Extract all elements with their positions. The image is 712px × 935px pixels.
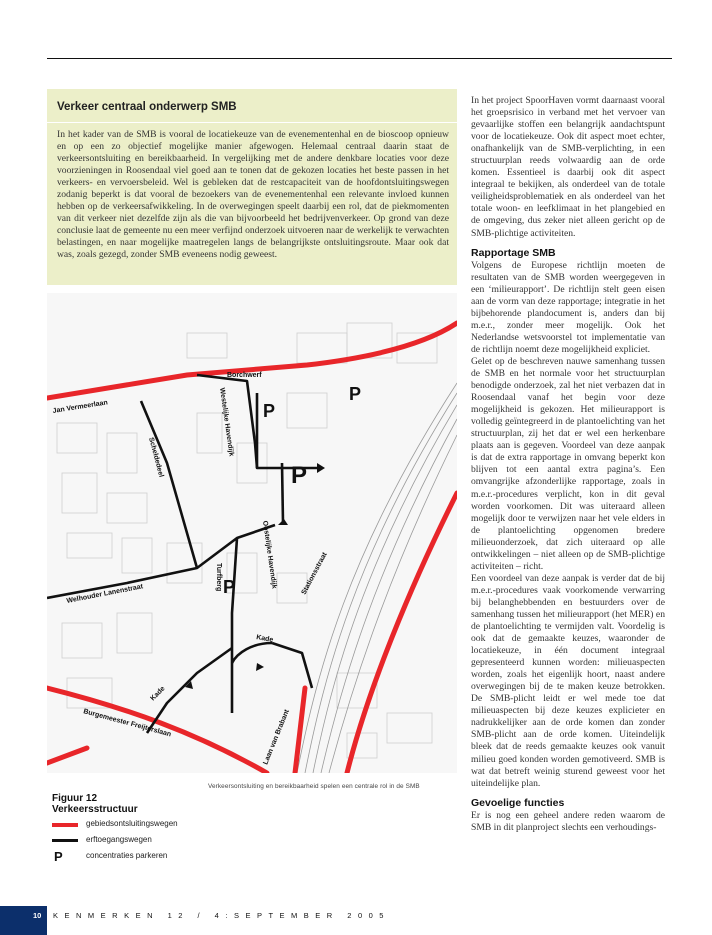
legend-label: erftoegangswegen: [86, 835, 152, 844]
legend-label: gebiedsontsluitingswegen: [86, 819, 178, 828]
legend-swatch-red: [52, 823, 78, 827]
parking-marker: P: [349, 384, 362, 404]
map-caption: Verkeersontsluiting en bereikbaarheid spelen een centrale rol in de SMB: [208, 783, 420, 790]
footer-publication: KENMERKEN 12 / 4:SEPTEMBER 2005: [53, 911, 390, 920]
paragraph: Gelet op de beschreven nauwe samenhang tussen de SMB en het normale voor het structuurplan benodigde onderzoek, zal het niet verbazen dat in Roosendaal vanaf het begin voor deze mogelijkheid is gekozen. Het milieurapport is volledig geïntegreerd in de plantoelichting van het structuurplan, zij het dat er wel een herkenbare plaats aan is gegeven. Voordeel van deze aanpak is dat de extra rapportage in omvang beperkt kon blijven tot een aantal extra pagina’s. Een omvangrijke afzonderlijke rapportage, zoals in m.e.r.-procedures verplicht, kon in dit geval worden voorkomen. Dit was uiteraard alleen mogelijk door te verwijzen naar het vele elders in de plantoelichting opgenomen bredere milieuonderzoek, dat zich uiteraard op alle ontwikkelingen – niet alleen op de SMB-plichtige activiteiten – richt.: [471, 355, 665, 572]
paragraph: Een voordeel van deze aanpak is verder dat de bij m.e.r.-procedures vaak voorkomende verwarring bij belanghebbenden en bestuurders over de samenhang tussen het milieurapport (het MER) en de plantoelichting te vermijden valt. Voordelig is ook dat de gemaakte keuzes, waaronder de locatiekeuze, in één document integraal gepresenteerd kunnen worden: milieuaspecten worden, zoals het eigenlijk hoort, naast andere overwegingen bij de te maken keuze betrokken. De SMB-plicht leidt er wel mede toe dat milieuaspecten bij deze keuzes explicieter en nadrukkelijker aan de orde komen dan zonder SMB-plicht aan de orde komen. Uiteindelijk bleek dat de reeds gemaakte keuzes ook vanuit milieu goed konden worden gemotiveerd. SMB is wat dat betreft weinig sturend geweest voor het uiteindelijke plan.: [471, 572, 665, 789]
legend-parking-symbol: P: [54, 849, 63, 864]
parking-marker: P: [291, 462, 308, 489]
label-kade-1: Kade: [255, 634, 274, 644]
heading-gevoelige: Gevoelige functies: [471, 796, 565, 809]
label-welhouder: Welhouder Lanenstraat: [66, 583, 144, 605]
parking-marker: P: [263, 401, 276, 421]
map-svg: [47, 293, 457, 773]
parking-marker: P: [223, 577, 236, 597]
sidebar-box: [47, 89, 457, 285]
label-jan-vermeer: Jan Vermeerlaan: [52, 399, 109, 415]
label-borchwerf: Borchwerf: [227, 372, 262, 379]
legend-item: [52, 833, 152, 847]
label-turfberg: Turfberg: [215, 563, 222, 592]
label-westelijke: Westelijke Havendijk: [218, 387, 235, 457]
paragraph: Volgens de Europese richtlijn moeten de resultaten van de SMB worden weergegeven in een ‘milieurapport’. De richtlijn stelt geen eisen aan de vorm van deze rapportage; integratie in het bijbehorende plandocument is, anders dan bij m.e.r., zonder meer mogelijk. Ook het Nederlandse wetsvoorstel tot implementatie van de richtlijn noemt deze mogelijkheid expliciet.: [471, 259, 665, 355]
legend-label: concentraties parkeren: [86, 851, 168, 860]
map-figure: [47, 293, 457, 773]
box-text: In het kader van de SMB is vooral de locatiekeuze van de evenementenhal en de bioscoop opnieuw en op een zo objectief mogelijke manier afgewogen. Helemaal centraal daarin staat de verkeersontsluiting en bereikbaarheid. In vergelijking met de andere denkbare locaties voor deze voorzieningen in Roosendaal viel goed aan te tonen dat de gekozen locaties het beste passen in het verkeers- en vervoersbeleid. Wel is gebleken dat de restcapaciteit van de hoofdontsluitingswegen zodanig beperkt is dat vooral de bezoekers van de evenementenhal een relevante invloed kunnen hebben op de verkeersafwikkeling. In de overwegingen speelt daarbij een rol, dat de piekmomenten van dit verkeer niet dezelfde zijn als die van bijvoorbeeld het bedrijvenverkeer. Op grond van deze conclusie laat de gemeente nu een meer verfijnd onderzoek uitvoeren naar de werkelijk te verwachten belastingen, en naar mogelijke maatregelen langs de belangrijkste ontsluitingsroute. Maar ook dat was, zoals gezegd, zonder SMB eveneens nodig geweest.: [57, 129, 449, 261]
label-burgemeester: Burgemeester Freijterslaan: [82, 708, 172, 739]
legend-figure-number: Figuur 12: [52, 793, 98, 804]
legend-item: [52, 817, 178, 831]
map-legend: [52, 793, 178, 864]
paragraph: Er is nog een geheel andere reden waarom de SMB in dit planproject slechts een verhoudings-: [471, 809, 665, 833]
box-title: Verkeer centraal onderwerp SMB: [57, 101, 237, 113]
header-rule: [47, 58, 672, 59]
right-column: [471, 95, 665, 834]
legend-item: [52, 849, 168, 864]
box-divider: [47, 122, 457, 123]
intro-paragraph: In het project SpoorHaven vormt daarnaast vooral het groepsrisico in verband met het vervoer van gevaarlijke stoffen een belangrijk aandachtspunt voor de locatiekeuze. Ook dit aspect moet echter, onafhankelijk van de SMB-verplichting, in een structuurplan reeds volwaardig aan de orde komen. Essentieel is daarbij ook dit aspect integraal te bekijken, als onderdeel van de totale veiligheidsproblematiek en als onderdeel van het totale woon- en leefklimaat in het plangebied en de omgeving, dus zeker niet alleen gericht op de SMB-plichtige activiteiten.: [471, 95, 665, 239]
legend-swatch-black: [52, 839, 78, 842]
label-stationsstraat: Stationsstraat: [300, 551, 329, 596]
label-kade-2: Kade: [149, 685, 167, 703]
label-oostelijke: Oostelijke Havendijk: [261, 520, 278, 590]
legend-title: Verkeersstructuur: [52, 804, 138, 815]
page-number: 10: [33, 911, 42, 920]
heading-rapportage: Rapportage SMB: [471, 246, 556, 259]
label-laan-brabant: Laan van Brabant: [262, 708, 291, 766]
label-scheldedeel: Scheldedeel: [147, 436, 165, 478]
